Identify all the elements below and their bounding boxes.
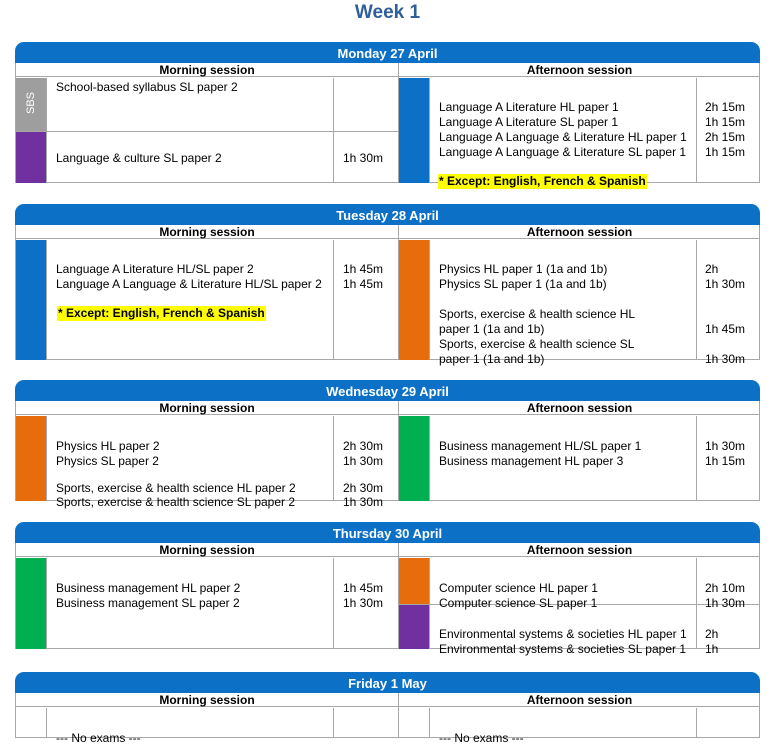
exam-name: Business management SL paper 2 bbox=[56, 596, 240, 610]
exam-duration: 2h 30m bbox=[343, 439, 384, 453]
exam-name: Physics HL paper 2 bbox=[56, 439, 160, 453]
exam-duration: 1h 30m bbox=[705, 596, 746, 610]
subject-color-bar bbox=[399, 558, 429, 604]
exam-name: Business management HL/SL paper 1 bbox=[439, 439, 642, 453]
exam-name: Environmental systems & societies HL paper 1 bbox=[439, 627, 687, 641]
subject-color-bar bbox=[399, 416, 429, 501]
exam-name: Physics HL paper 1 (1a and 1b) bbox=[439, 262, 608, 276]
afternoon-session-header: Afternoon session bbox=[399, 63, 760, 77]
exam-name: Language A Literature SL paper 1 bbox=[439, 115, 619, 129]
day-tuesday bbox=[15, 204, 760, 366]
exam-duration: 1h 45m bbox=[343, 581, 384, 595]
exam-name: Language & culture SL paper 2 bbox=[56, 151, 222, 165]
exam-duration: 1h 30m bbox=[343, 454, 384, 468]
exam-name: Physics SL paper 1 (1a and 1b) bbox=[439, 277, 607, 291]
exam-duration: 1h 45m bbox=[705, 322, 746, 336]
exam-name: Sports, exercise & health science HL paper 2 bbox=[56, 481, 296, 495]
morning-session-header: Morning session bbox=[16, 543, 398, 557]
day-table bbox=[15, 543, 760, 656]
exam-name: Sports, exercise & health science HL bbox=[439, 307, 636, 321]
exam-name: Language A Literature HL paper 1 bbox=[439, 100, 619, 114]
exam-duration: 1h 30m bbox=[705, 439, 746, 453]
subject-color-bar bbox=[16, 416, 46, 501]
exam-duration: 1h 30m bbox=[705, 352, 746, 366]
day-title: Thursday 30 April bbox=[15, 522, 760, 543]
exam-duration: 2h 15m bbox=[705, 130, 746, 144]
exam-name: Language A Language & Literature SL paper 1 bbox=[439, 145, 687, 159]
exam-duration: 2h bbox=[705, 262, 719, 276]
exam-name: Language A Language & Literature HL/SL paper 2 bbox=[56, 277, 322, 291]
exam-duration: 1h 45m bbox=[343, 262, 384, 276]
sbs-label: SBS bbox=[25, 92, 37, 115]
no-exams-text: --- No exams --- bbox=[439, 731, 524, 745]
exam-name: Physics SL paper 2 bbox=[56, 454, 159, 468]
morning-session-header: Morning session bbox=[16, 401, 398, 415]
exam-duration: 1h 45m bbox=[343, 277, 384, 291]
day-title: Tuesday 28 April bbox=[15, 204, 760, 225]
exam-name: Sports, exercise & health science SL paper 2 bbox=[56, 495, 296, 509]
exam-duration: 2h 30m bbox=[343, 481, 384, 495]
afternoon-session-header: Afternoon session bbox=[399, 225, 760, 239]
exam-duration: 2h 10m bbox=[705, 581, 746, 595]
subject-color-bar bbox=[16, 132, 46, 183]
morning-session-header: Morning session bbox=[16, 63, 398, 77]
exam-duration: 1h bbox=[705, 642, 719, 656]
exam-name: Business management HL paper 2 bbox=[56, 581, 241, 595]
exam-duration: 1h 30m bbox=[343, 495, 384, 509]
day-title: Friday 1 May bbox=[15, 672, 760, 693]
day-thursday bbox=[15, 522, 760, 656]
subject-color-bar bbox=[399, 240, 429, 360]
no-exams-text: --- No exams --- bbox=[56, 731, 141, 745]
day-table bbox=[15, 401, 760, 509]
exception-note: * Except: English, French & Spanish bbox=[58, 306, 265, 320]
exam-name: Environmental systems & societies SL paper 1 bbox=[439, 642, 687, 656]
exam-duration: 1h 30m bbox=[705, 277, 746, 291]
morning-session-header: Morning session bbox=[16, 225, 398, 239]
exam-name: Business management HL paper 3 bbox=[439, 454, 624, 468]
exam-name: Language A Language & Literature HL paper 1 bbox=[439, 130, 687, 144]
exam-name: Language A Literature HL/SL paper 2 bbox=[56, 262, 254, 276]
day-table bbox=[15, 63, 760, 188]
exam-name: Computer science SL paper 1 bbox=[439, 596, 598, 610]
exam-duration: 1h 30m bbox=[343, 151, 384, 165]
day-friday bbox=[15, 672, 760, 745]
exam-name-continued: paper 1 (1a and 1b) bbox=[439, 322, 545, 336]
exception-note: * Except: English, French & Spanish bbox=[439, 174, 646, 188]
exam-name: School-based syllabus SL paper 2 bbox=[56, 80, 238, 94]
day-table bbox=[15, 225, 760, 366]
afternoon-session-header: Afternoon session bbox=[399, 543, 760, 557]
exam-duration: 1h 15m bbox=[705, 115, 746, 129]
exam-name: Sports, exercise & health science SL bbox=[439, 337, 635, 351]
exam-duration: 1h 15m bbox=[705, 454, 746, 468]
subject-color-bar bbox=[16, 558, 46, 649]
exam-name: Computer science HL paper 1 bbox=[439, 581, 598, 595]
day-wednesday bbox=[15, 380, 760, 509]
exam-name-continued: paper 1 (1a and 1b) bbox=[439, 352, 545, 366]
day-monday bbox=[15, 42, 760, 188]
subject-color-bar bbox=[399, 78, 429, 183]
exam-duration: 2h bbox=[705, 627, 719, 641]
day-title: Wednesday 29 April bbox=[15, 380, 760, 401]
subject-color-bar bbox=[16, 240, 46, 360]
afternoon-session-header: Afternoon session bbox=[399, 693, 760, 707]
day-table bbox=[15, 693, 760, 745]
exam-duration: 1h 30m bbox=[343, 596, 384, 610]
exam-duration: 1h 15m bbox=[705, 145, 746, 159]
day-title: Monday 27 April bbox=[15, 42, 760, 63]
exam-duration: 2h 15m bbox=[705, 100, 746, 114]
morning-session-header: Morning session bbox=[16, 693, 398, 707]
week-title: Week 1 bbox=[354, 2, 421, 23]
subject-color-bar bbox=[399, 605, 429, 649]
afternoon-session-header: Afternoon session bbox=[399, 401, 760, 415]
